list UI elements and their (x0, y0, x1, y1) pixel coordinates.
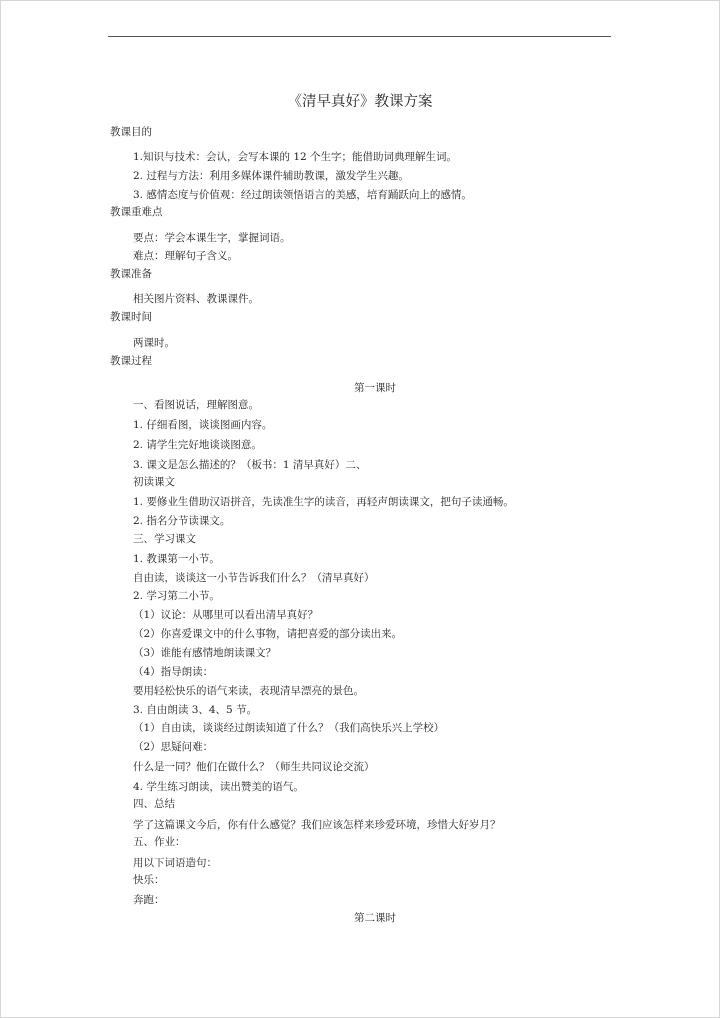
step-item: 快乐： (133, 874, 165, 886)
step-subitem: （1）议论：从哪里可以看出清早真好？ (133, 609, 319, 621)
step-item: 2. 指名分节读课文。 (133, 515, 231, 527)
document-title: 《清早真好》教课方案 (287, 94, 433, 110)
objective-item: 3. 感情态度与价值观：经过朗读领悟语言的美感，培育踊跃向上的感情。 (133, 189, 472, 201)
step-heading: 一、看图说话，理解图意。 (133, 399, 259, 411)
step-heading: 五、作业： (133, 836, 186, 848)
step-heading: 三、学习课文 (133, 533, 196, 545)
step-item: 2. 请学生完好地谈谈图意。 (133, 439, 262, 451)
step-item: 自由读，谈谈这一小节告诉我们什么？（清早真好） (133, 572, 375, 584)
step-item: 3. 自由朗读 3、4、5 节。 (133, 704, 258, 716)
section-heading-preparation: 教课准备 (110, 268, 152, 280)
step-item: 1. 教课第一小节。 (133, 553, 220, 565)
section-heading-time: 教课时间 (110, 311, 152, 323)
step-item: 3. 课文是怎么描述的？（板书：1 清早真好）二、 (133, 459, 367, 471)
section-heading-objectives: 教课目的 (110, 126, 152, 138)
key-point-item: 要点：学会本课生字，掌握词语。 (133, 232, 291, 244)
header-rule (108, 36, 611, 37)
section-heading-process: 教课过程 (110, 355, 152, 367)
lesson-one-heading: 第一课时 (354, 382, 396, 394)
section-heading-key-points: 教课重难点 (110, 206, 163, 218)
step-subitem: （2）思疑问难： (133, 741, 214, 753)
step-item: 1. 要修业生借助汉语拼音，先读准生字的读音，再轻声朗读课文，把句子读通畅。 (133, 496, 514, 508)
step-subitem: （3）谁能有感情地朗读课文？ (133, 647, 277, 659)
step-subitem: （4）指导朗读： (133, 666, 214, 678)
step-item: 奔跑： (133, 894, 165, 906)
step-item: 要用轻松快乐的语气来读，表现清早漂亮的景色。 (133, 685, 364, 697)
step-heading: 初读课文 (133, 476, 175, 488)
step-subitem: （1）自由读，谈谈经过朗读知道了什么？（我们高快乐兴上学校） (133, 722, 445, 734)
objective-item: 1.知识与技术：会认，会写本课的 12 个生字；能借助词典理解生词。 (133, 151, 458, 163)
step-item: 2. 学习第二小节。 (133, 590, 220, 602)
preparation-item: 相关图片资料、教课课件。 (133, 293, 259, 305)
step-item: 用以下词语造句： (133, 857, 217, 869)
objective-item: 2. 过程与方法：利用多媒体课件辅助教课，激发学生兴趣。 (133, 170, 409, 182)
time-item: 两课时。 (133, 337, 175, 349)
step-item: 4. 学生练习朗读，读出赞美的语气。 (133, 781, 304, 793)
step-item: 1. 仔细看图，谈谈图画内容。 (133, 419, 273, 431)
step-item: 什么是一同？他们在做什么？（师生共同议论交流） (133, 761, 375, 773)
step-item: 学了这篇课文今后，你有什么感觉？我们应该怎样来珍爱环境，珍惜大好岁月？ (133, 819, 501, 831)
step-heading: 四、总结 (133, 798, 175, 810)
lesson-two-heading: 第二课时 (354, 912, 396, 924)
key-point-item: 难点：理解句子含义。 (133, 250, 238, 262)
step-subitem: （2）你喜爱课文中的什么事物，请把喜爱的部分读出来。 (133, 628, 403, 640)
